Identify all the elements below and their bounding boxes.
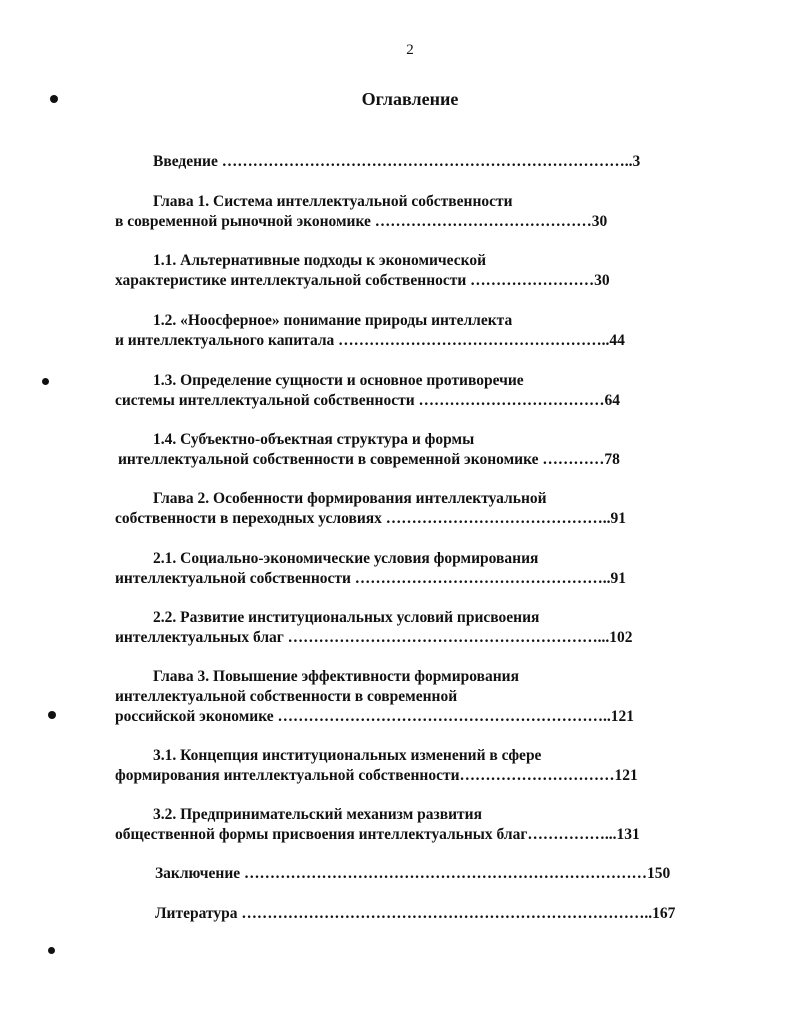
toc-entry-chapter-3-line-3: российской экономике ………………………………………………………..121 [115,708,635,725]
toc-entry-2-1-line-1: 2.1. Социально-экономические условия формирования [153,550,539,567]
toc-entry-2-2-line-1: 2.2. Развитие институциональных условий присвоения [153,609,540,626]
toc-entry-chapter-3-line-1: Глава 3. Повышение эффективности формирования [153,668,519,685]
toc-entry-2-2-line-2: интеллектуальных благ ……………………………………………………...102 [115,629,633,646]
toc-entry-chapter-2-line-2: собственности в переходных условиях ……………………………………..91 [115,510,627,527]
binding-hole-mark [48,947,55,954]
toc-entry-conclusion: Заключение ……………………………………………………………………150 [155,865,671,882]
toc-entry-chapter-3-line-2: интеллектуальной собственности в современной [115,688,458,705]
toc-entry-1-3-line-2: системы интеллектуальной собственности ………………………………64 [115,392,621,409]
toc-entry-1-2-line-1: 1.2. «Ноосферное» понимание природы интеллекта [153,312,513,329]
binding-hole-mark [48,711,56,719]
toc-entry-literature: Литература ……………………………………………………………………..167 [155,905,676,922]
toc-entry-3-2-line-1: 3.2. Предпринимательский механизм развития [153,806,482,823]
toc-entry-1-1-line-1: 1.1. Альтернативные подходы к экономической [153,252,487,269]
toc-entry-chapter-1-line-2: в современной рыночной экономике ……………………………………30 [115,213,608,230]
toc-entry-1-2-line-2: и интеллектуального капитала ……………………………………………..44 [115,332,625,349]
toc-entry-1-4-line-1: 1.4. Субъектно-объектная структура и формы [153,431,475,448]
toc-entry-1-4-line-2: интеллектуальной собственности в современной экономике …………78 [118,451,620,468]
toc-entry-3-1-line-1: 3.1. Концепция институциональных изменений в сфере [153,747,542,764]
page-number: 2 [406,42,414,58]
toc-entry-chapter-1-line-1: Глава 1. Система интеллектуальной собственности [153,193,513,210]
binding-hole-mark [50,95,58,103]
toc-entry-1-1-line-2: характеристике интеллектуальной собственности ……………………30 [115,272,610,289]
toc-entry-3-2-line-2: общественной формы присвоения интеллектуальных благ……………...131 [115,826,640,843]
toc-entry-1-3-line-1: 1.3. Определение сущности и основное противоречие [153,372,524,389]
toc-entry-3-1-line-2: формирования интеллектуальной собственности…………………………121 [115,767,638,784]
toc-entry-2-1-line-2: интеллектуальной собственности …………………………………………..91 [115,570,627,587]
toc-entry-chapter-2-line-1: Глава 2. Особенности формирования интеллектуальной [153,490,547,507]
page-title: Оглавление [361,89,459,109]
toc-entry-introduction: Введение ……………………………………………………………………..3 [153,153,641,170]
binding-hole-mark [42,378,49,385]
